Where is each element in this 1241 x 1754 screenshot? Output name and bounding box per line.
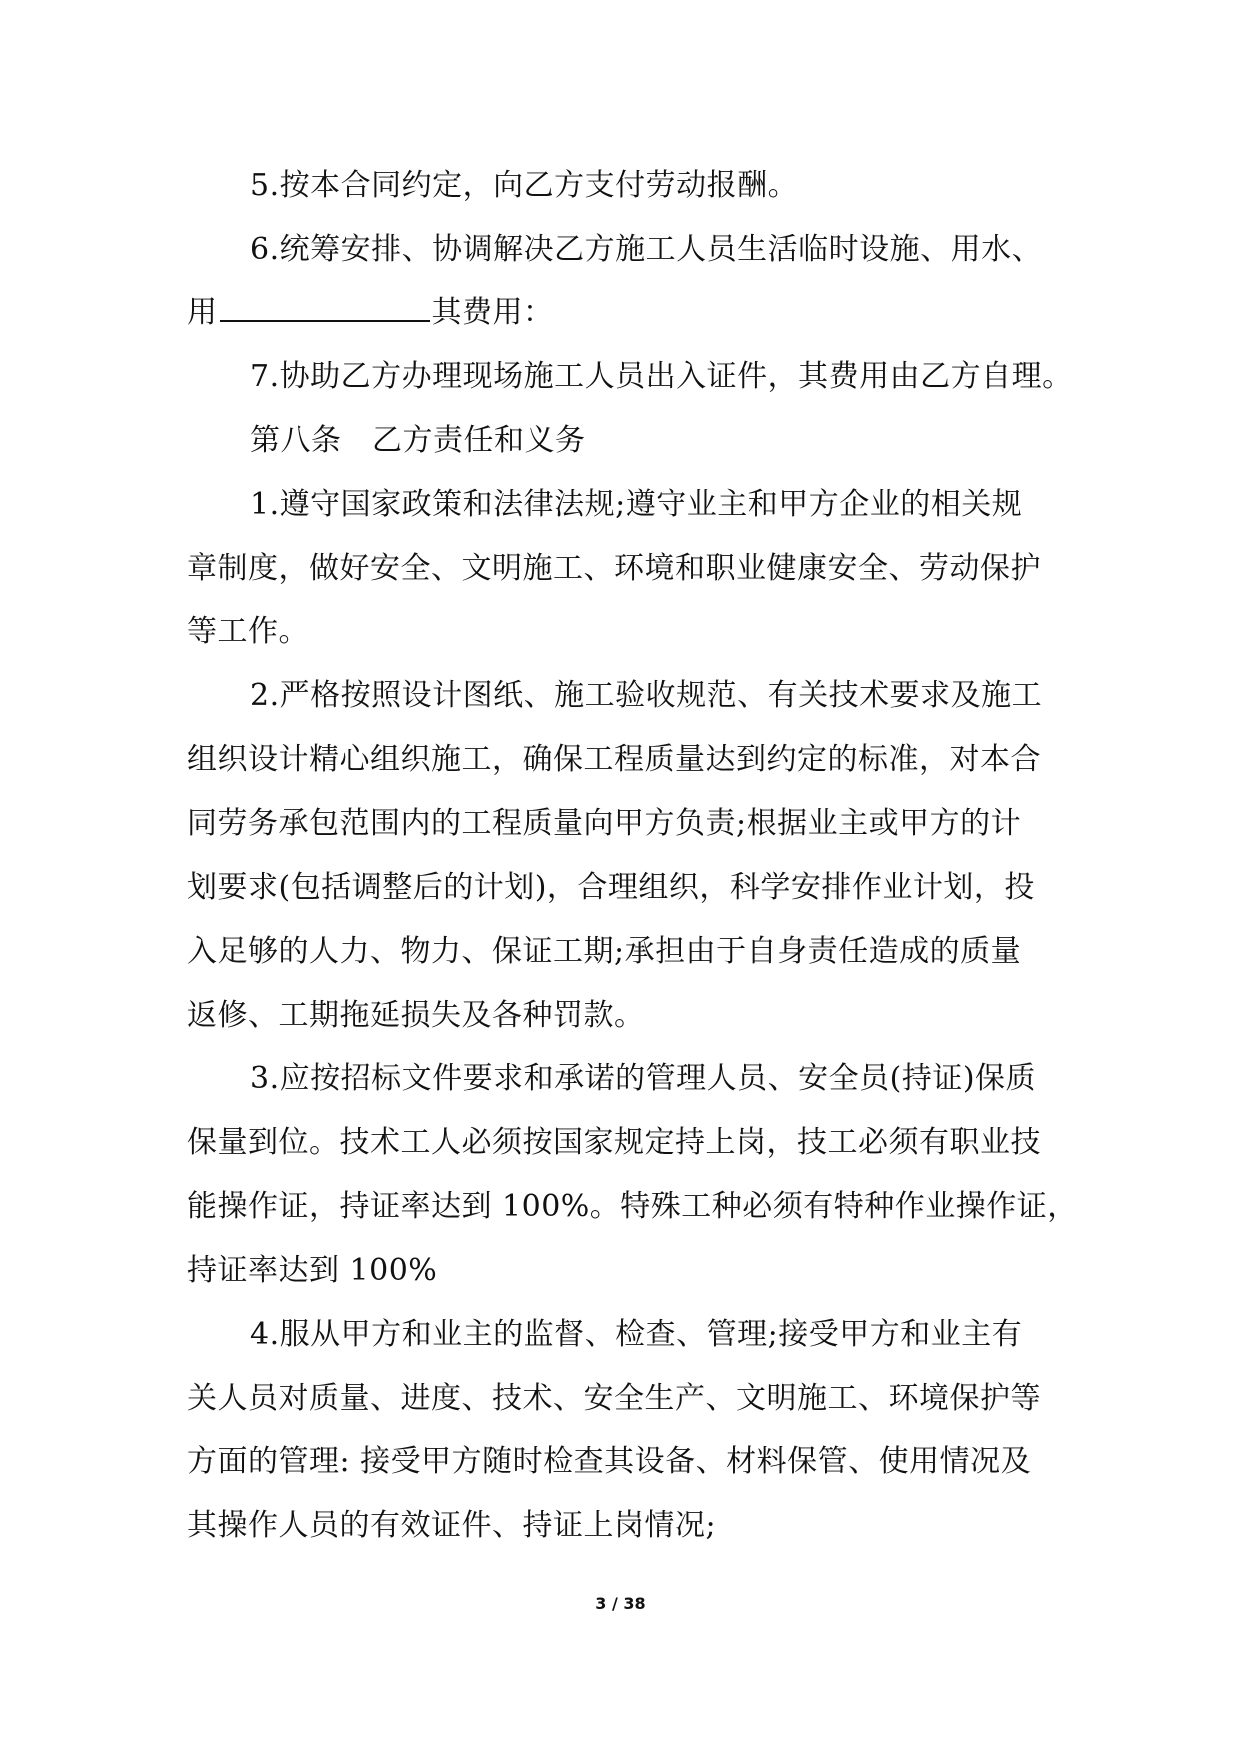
paragraph-line: 关人员对质量、进度、技术、安全生产、文明施工、环境保护等: [187, 1381, 1041, 1416]
line-prefix: 用: [187, 295, 218, 330]
paragraph-line: 入足够的人力、物力、保证工期;承担由于自身责任造成的质量: [187, 934, 1022, 969]
paragraph-line: 同劳务承包范围内的工程质量向甲方负责;根据业主或甲方的计: [187, 806, 1022, 841]
paragraph-line: 2.严格按照设计图纸、施工验收规范、有关技术要求及施工: [250, 678, 1043, 713]
paragraph-line-with-blank: [187, 293, 554, 333]
paragraph-line: 持证率达到 100%: [187, 1253, 438, 1288]
paragraph-line: 方面的管理: 接受甲方随时检查其设备、材料保管、使用情况及: [187, 1444, 1032, 1479]
paragraph-line: 划要求(包括调整后的计划)，合理组织，科学安排作业计划，投: [187, 870, 1035, 905]
paragraph-line: 保量到位。技术工人必须按国家规定持上岗，技工必须有职业技: [187, 1125, 1041, 1160]
paragraph-line: 组织设计精心组织施工，确保工程质量达到约定的标准，对本合: [187, 742, 1041, 777]
paragraph-line: 能操作证，持证率达到 100%。特殊工种必须有特种作业操作证，: [187, 1189, 1078, 1224]
line-suffix: 其费用：: [431, 295, 554, 330]
paragraph-line: 5.按本合同约定，向乙方支付劳动报酬。: [250, 168, 799, 203]
section-heading: 第八条 乙方责任和义务: [250, 423, 586, 458]
paragraph-line: 4.服从甲方和业主的监督、检查、管理;接受甲方和业主有: [250, 1317, 1023, 1352]
paragraph-line: 其操作人员的有效证件、持证上岗情况;: [187, 1508, 717, 1543]
paragraph-line: 等工作。: [187, 614, 309, 649]
paragraph-line: 返修、工期拖延损失及各种罚款。: [187, 998, 645, 1033]
paragraph-line: 1.遵守国家政策和法律法规;遵守业主和甲方企业的相关规: [250, 487, 1023, 522]
paragraph-line: 章制度，做好安全、文明施工、环境和职业健康安全、劳动保护: [187, 551, 1041, 586]
paragraph-line: 6.统筹安排、协调解决乙方施工人员生活临时设施、用水、: [250, 232, 1043, 267]
paragraph-line: 7.协助乙方办理现场施工人员出入证件，其费用由乙方自理。: [250, 359, 1073, 394]
fill-in-blank: [220, 296, 430, 322]
page-number: 3 / 38: [595, 1594, 646, 1613]
paragraph-line: 3.应按招标文件要求和承诺的管理人员、安全员(持证)保质: [250, 1061, 1037, 1096]
